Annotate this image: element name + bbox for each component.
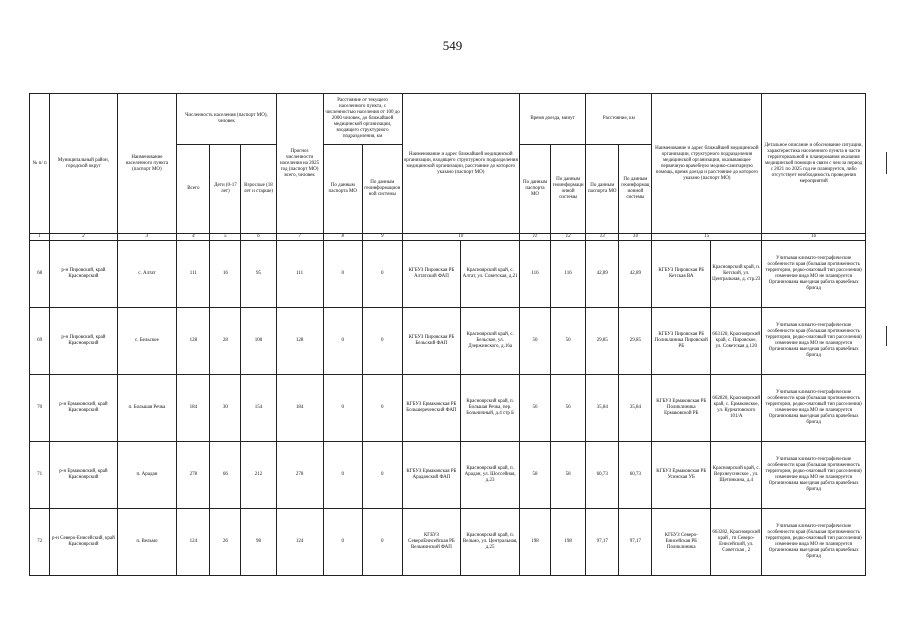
row-pop-adults: 212: [241, 442, 276, 509]
header-distance-small: Расстояние от текущего населенного пункта, с численностью населения от 100 до 2000 человек, до ближайшей медицинской организации, входящего структурного подразделения, км: [323, 94, 402, 145]
row-org-address: Красноярский край, п. Большая Речка, пер. Больничный, д.4 стр Б: [461, 375, 520, 442]
row-d-geo: 97,17: [619, 509, 652, 576]
row-dist-geo: 0: [363, 375, 403, 442]
col-num: 1: [30, 234, 50, 241]
row-pop-total: 184: [177, 375, 210, 442]
scan-edge-mark: [886, 152, 887, 174]
row-org-address: Красноярский край, с. Алтат, ул. Советская, д.21: [461, 241, 520, 308]
col-num: 11: [520, 234, 551, 241]
row-number: 68: [30, 241, 50, 308]
row-d-passport: 29,85: [586, 308, 619, 375]
row-forecast: 111: [276, 241, 323, 308]
col-num: 14: [619, 234, 652, 241]
row-pop-children: 26: [210, 509, 241, 576]
row-pop-total: 124: [177, 509, 210, 576]
row-pop-children: 16: [210, 241, 241, 308]
row-note: Учитывая климато-географические особенности края (большая протяженность территории, редко-очаговый тип расселения) изменение вида МО не планируется Организована выездная работа врачебных бригад: [762, 375, 866, 442]
row-dist-geo: 0: [363, 241, 403, 308]
col-num: 16: [762, 234, 866, 241]
header-distance: Расстояние, км: [586, 94, 652, 145]
row-settlement: с. Алтат: [117, 241, 177, 308]
table-row: [30, 308, 866, 375]
row-pop-total: 111: [177, 241, 210, 308]
col-num: 8: [323, 234, 363, 241]
table-row: [30, 375, 866, 442]
row-settlement: п. Большая Речка: [117, 375, 177, 442]
header-forecast: Прогноз численности населения на 2025 год (паспорт МО) всего, человек: [276, 94, 323, 234]
column-numbers-row: [30, 234, 866, 241]
row-med-address: Красноярский край, п. Кетский, ул. Центральная, д. стр.23: [711, 241, 762, 308]
header-d-geo: По данным геоинформационной системы: [619, 145, 652, 234]
row-pop-adults: 98: [241, 509, 276, 576]
header-tt-passport: По данным паспорта МО: [520, 145, 551, 234]
page-number: 549: [442, 38, 463, 53]
row-pop-adults: 95: [241, 241, 276, 308]
col-num: 5: [210, 234, 241, 241]
registry-table: [29, 93, 866, 576]
row-forecast: 184: [276, 375, 323, 442]
row-org-name: КГБУЗ Пировская РБ Алтатский ФАП: [402, 241, 461, 308]
header-nearest-org: Наименование и адрес ближайшей медицинской организации, входящего структурного подразделения медицинской организации, расстояние до которого указано (паспорт МО): [402, 94, 519, 234]
col-num: 4: [177, 234, 210, 241]
row-settlement: п. Арадан: [117, 442, 177, 509]
header-travel-time: Время доезда, минут: [520, 94, 586, 145]
row-tt-geo: 50: [550, 308, 585, 375]
row-district: р-н Пировский, край Красноярский: [50, 241, 117, 308]
row-note: Учитывая климато-географические особенности края (большая протяженность территории, редко-очаговый тип расселения) изменение вида МО не планируется Организована выездная работа врачебных бригад: [762, 442, 866, 509]
row-d-passport: 35,84: [586, 375, 619, 442]
row-number: 69: [30, 308, 50, 375]
header-num: № п/ п: [30, 94, 50, 234]
row-district: р-н Пировский, край Красноярский: [50, 308, 117, 375]
row-med-name: КГБУЗ Северо-Енисейская РБ Поликлиника: [652, 509, 711, 576]
table-row: [30, 241, 866, 308]
row-d-passport: 60,73: [586, 442, 619, 509]
row-org-name: КГБУЗ Ермаковская РБ Большереченский ФАП: [402, 375, 461, 442]
header-pop-children: Дети (0-17 лет): [210, 145, 241, 234]
row-dist-passport: 0: [323, 509, 363, 576]
row-dist-passport: 0: [323, 241, 363, 308]
row-note: Учитывая климато-географические особенности края (большая протяженность территории, редко-очаговый тип расселения) изменение вида МО не планируется Организована выездная работа врачебных бригад: [762, 308, 866, 375]
header-details: Детальное описание и обоснование ситуации, характеристика населенного пункта в части территориальной и планирования оказания медицинской помощи в связи с чем за период с 2021 по 2025 год не планируется, либо отсутствует необходимость проведения мероприятий: [762, 94, 866, 234]
row-pop-children: 66: [210, 442, 241, 509]
col-num: 7: [276, 234, 323, 241]
header-nearest-med: Наименование и адрес ближайшей медицинской организации, структурного подразделения медицинской организации, оказывающее первичную врачебную медико-санитарную помощь, время доезда и расстояние до которого указано (паспорт МО): [652, 94, 762, 234]
row-d-passport: 42,89: [586, 241, 619, 308]
row-dist-geo: 0: [363, 308, 403, 375]
row-med-name: КГБУЗ Пировская РБ Кетская ВА: [652, 241, 711, 308]
row-org-address: Красноярский край, п. Арадан, ул. Шоссейная, д.23: [461, 442, 520, 509]
row-dist-passport: 0: [323, 375, 363, 442]
row-tt-geo: 58: [550, 442, 585, 509]
row-tt-passport: 116: [520, 241, 551, 308]
table-row: [30, 442, 866, 509]
row-forecast: 128: [276, 308, 323, 375]
row-settlement: с. Бельское: [117, 308, 177, 375]
col-num: 13: [586, 234, 619, 241]
row-district: р-н Северо-Енисейский, край Красноярский: [50, 509, 117, 576]
row-d-passport: 97,17: [586, 509, 619, 576]
row-pop-adults: 100: [241, 308, 276, 375]
row-number: 70: [30, 375, 50, 442]
row-tt-passport: 56: [520, 375, 551, 442]
row-d-geo: 60,73: [619, 442, 652, 509]
row-number: 71: [30, 442, 50, 509]
header-by-geo: По данным геоинформационной системы: [363, 145, 403, 234]
row-org-address: Красноярский край, с. Бельское, ул. Дзержинского, д.16а: [461, 308, 520, 375]
header-district: Муниципальный район, городской округ: [50, 94, 117, 234]
row-med-address: 662820, Красноярский край, с. Ермаковское, ул. Курнатовского 101/А: [711, 375, 762, 442]
row-org-name: КГБУЗ СевероЕнисейская РБ Вельминский ФАП: [402, 509, 461, 576]
row-settlement: п. Вельмо: [117, 509, 177, 576]
row-tt-passport: 50: [520, 308, 551, 375]
col-num: 3: [117, 234, 177, 241]
row-d-geo: 29,85: [619, 308, 652, 375]
col-num: 10: [402, 234, 519, 241]
row-dist-passport: 0: [323, 442, 363, 509]
row-number: 72: [30, 509, 50, 576]
col-num: 2: [50, 234, 117, 241]
header-tt-geo: По данным геоинформационной системы: [550, 145, 585, 234]
header-population: Численность населения (паспорт МО), человек: [177, 94, 276, 145]
header-pop-adults: Взрослые (18 лет и старше): [241, 145, 276, 234]
row-dist-geo: 0: [363, 442, 403, 509]
row-district: р-н Ермаковский, край Красноярский: [50, 375, 117, 442]
header-pop-total: Всего: [177, 145, 210, 234]
row-med-address: 663120, Красноярский край, с. Пировское, ул. Советская д.120: [711, 308, 762, 375]
row-org-address: Красноярский край, п. Вельмо, ул. Центральная, д.25: [461, 509, 520, 576]
row-tt-passport: 58: [520, 442, 551, 509]
row-pop-children: 28: [210, 308, 241, 375]
row-org-name: КГБУЗ Ермаковская РБ Араданский ФАП: [402, 442, 461, 509]
col-num: 6: [241, 234, 276, 241]
row-dist-geo: 0: [363, 509, 403, 576]
row-pop-children: 30: [210, 375, 241, 442]
row-note: Учитывая климато-географические особенности края (большая протяженность территории, редко-очаговый тип расселения) изменение вида МО не планируется Организована выездная работа врачебных бригад: [762, 241, 866, 308]
row-pop-total: 278: [177, 442, 210, 509]
row-med-name: КГБУЗ Ермаковская РБ Усинская УБ: [652, 442, 711, 509]
col-num: 12: [550, 234, 585, 241]
header-d-passport: По данным паспорта МО: [586, 145, 619, 234]
row-tt-geo: 116: [550, 241, 585, 308]
row-district: р-н Ермаковский, край Красноярский: [50, 442, 117, 509]
row-tt-passport: 198: [520, 509, 551, 576]
header-by-passport: По данным паспорта МО: [323, 145, 363, 234]
row-med-address: 663282, Красноярский край , гп Северо-Енисейский, ул. Советская , 2: [711, 509, 762, 576]
row-forecast: 124: [276, 509, 323, 576]
row-forecast: 278: [276, 442, 323, 509]
row-d-geo: 35,84: [619, 375, 652, 442]
row-dist-passport: 0: [323, 308, 363, 375]
col-num: 9: [363, 234, 403, 241]
row-pop-total: 128: [177, 308, 210, 375]
table-row: [30, 509, 866, 576]
row-med-name: КГБУЗ Пировская РБ Поликлиника Пировской РБ: [652, 308, 711, 375]
row-org-name: КГБУЗ Пировская РБ Бельский ФАП: [402, 308, 461, 375]
row-med-address: Красноярский край, с. Верхнеусинское , ул. Щетинкина, д.4: [711, 442, 762, 509]
row-d-geo: 42,89: [619, 241, 652, 308]
row-med-name: КГБУЗ Ермаковская РБ Поликлиника Ермаковской РБ: [652, 375, 711, 442]
header-settlement: Наименование населенного пункта (паспорт МО): [117, 94, 177, 234]
row-note: Учитывая климато-географические особенности края (большая протяженность территории, редко-очаговый тип расселения) изменение вида МО не планируется Организована выездная работа врачебных бригад: [762, 509, 866, 576]
row-tt-geo: 198: [550, 509, 585, 576]
scan-edge-mark: [886, 326, 887, 346]
row-pop-adults: 154: [241, 375, 276, 442]
row-tt-geo: 56: [550, 375, 585, 442]
col-num: 15: [652, 234, 762, 241]
